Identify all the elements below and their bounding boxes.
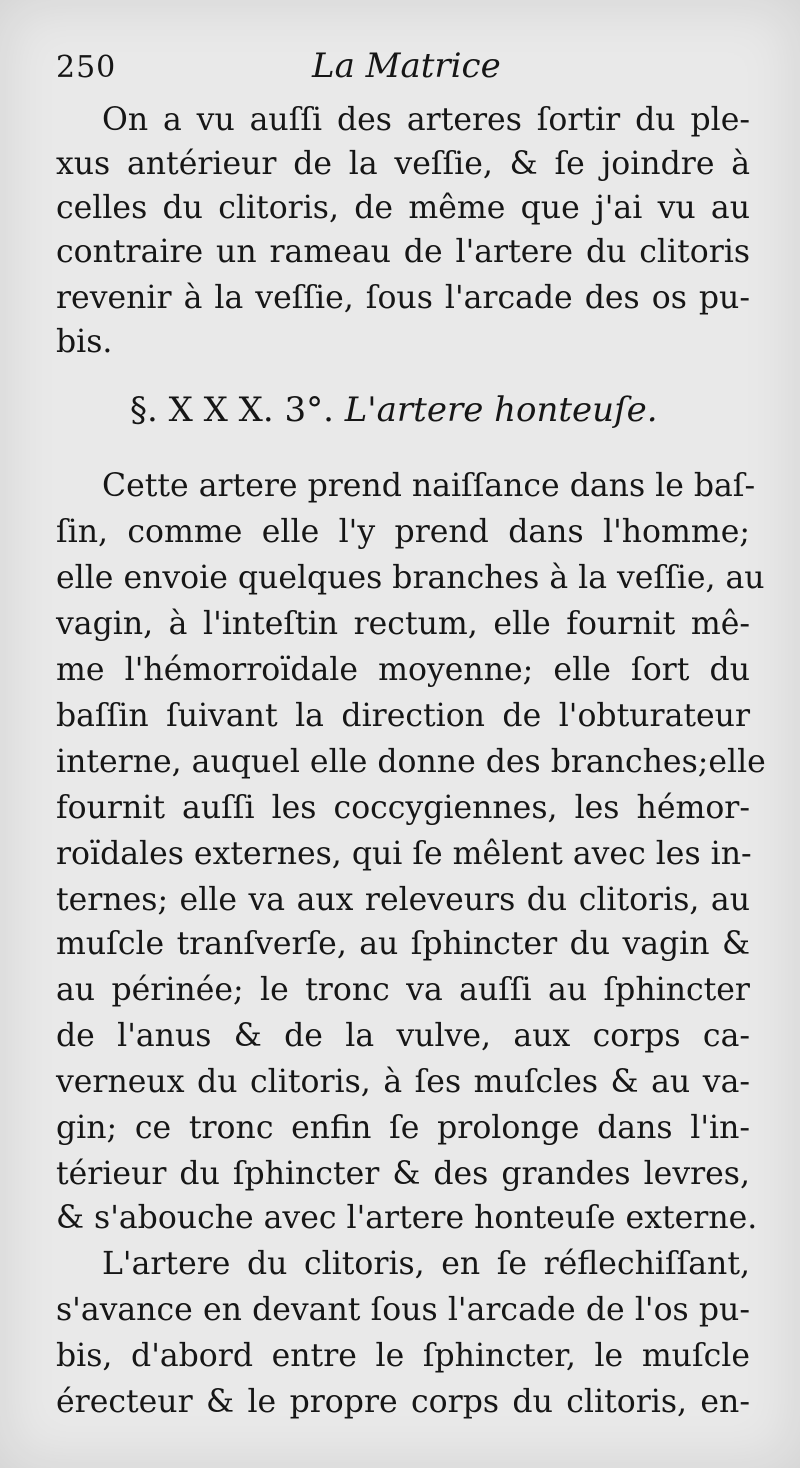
- text-line: celles du clitoris, de même que j'ai vu au: [56, 190, 750, 226]
- text-line: de l'anus & de la vulve, aux corps ca-: [56, 1018, 750, 1054]
- text-line: ternes; elle va aux releveurs du clitoris, au: [56, 882, 750, 918]
- text-line: roïdales externes, qui ſe mêlent avec les in-: [56, 836, 752, 872]
- text-line: interne, auquel elle donne des branches;elle: [56, 744, 766, 780]
- text-line: contraire un rameau de l'artere du clitoris: [56, 234, 750, 270]
- page-header: [56, 42, 760, 102]
- text-line: L'artere du clitoris, en ſe réflechiſſant,: [102, 1246, 750, 1282]
- text-line: érecteur & le propre corps du clitoris, en-: [56, 1384, 750, 1420]
- text-line: On a vu auſſi des arteres ſortir du ple-: [102, 102, 750, 138]
- text-line: me l'hémorroïdale moyenne; elle ſort du: [56, 652, 750, 688]
- text-line: revenir à la veſſie, ſous l'arcade des os pu-: [56, 280, 750, 316]
- text-line: xus antérieur de la veſſie, & ſe joindre à: [56, 146, 750, 182]
- text-line: Cette artere prend naiſſance dans le baſ-: [102, 468, 756, 504]
- page-number: 250: [56, 50, 117, 85]
- text-line: baſſin ſuivant la direction de l'obturateur: [56, 698, 750, 734]
- text-line: vagin, à l'inteſtin rectum, elle fournit mê-: [56, 606, 750, 642]
- text-line: verneux du clitoris, à ſes muſcles & au va-: [56, 1064, 750, 1100]
- section-title: L'artere honteuſe.: [344, 390, 658, 430]
- text-line: au périnée; le tronc va auſſi au ſphincter: [56, 972, 750, 1008]
- text-line: térieur du ſphincter & des grandes levres,: [56, 1156, 750, 1192]
- text-line: elle envoie quelques branches à la veſſie, au: [56, 560, 765, 596]
- text-line: s'avance en devant ſous l'arcade de l'os pu-: [56, 1292, 750, 1328]
- text-line: bis.: [56, 324, 113, 360]
- text-line: fournit auſſi les coccygiennes, les hémor-: [56, 790, 750, 826]
- text-line: ſin, comme elle l'y prend dans l'homme;: [56, 514, 750, 550]
- section-label: §. X X X. 3°.: [130, 390, 334, 430]
- text-line: bis, d'abord entre le ſphincter, le muſcle: [56, 1338, 750, 1374]
- section-heading: [130, 388, 658, 432]
- text-line: & s'abouche avec l'artere honteuſe externe.: [56, 1200, 758, 1236]
- running-title: La Matrice: [312, 46, 501, 86]
- text-line: gin; ce tronc enfin ſe prolonge dans l'in-: [56, 1110, 750, 1146]
- text-line: muſcle tranſverſe, au ſphincter du vagin &: [56, 926, 750, 962]
